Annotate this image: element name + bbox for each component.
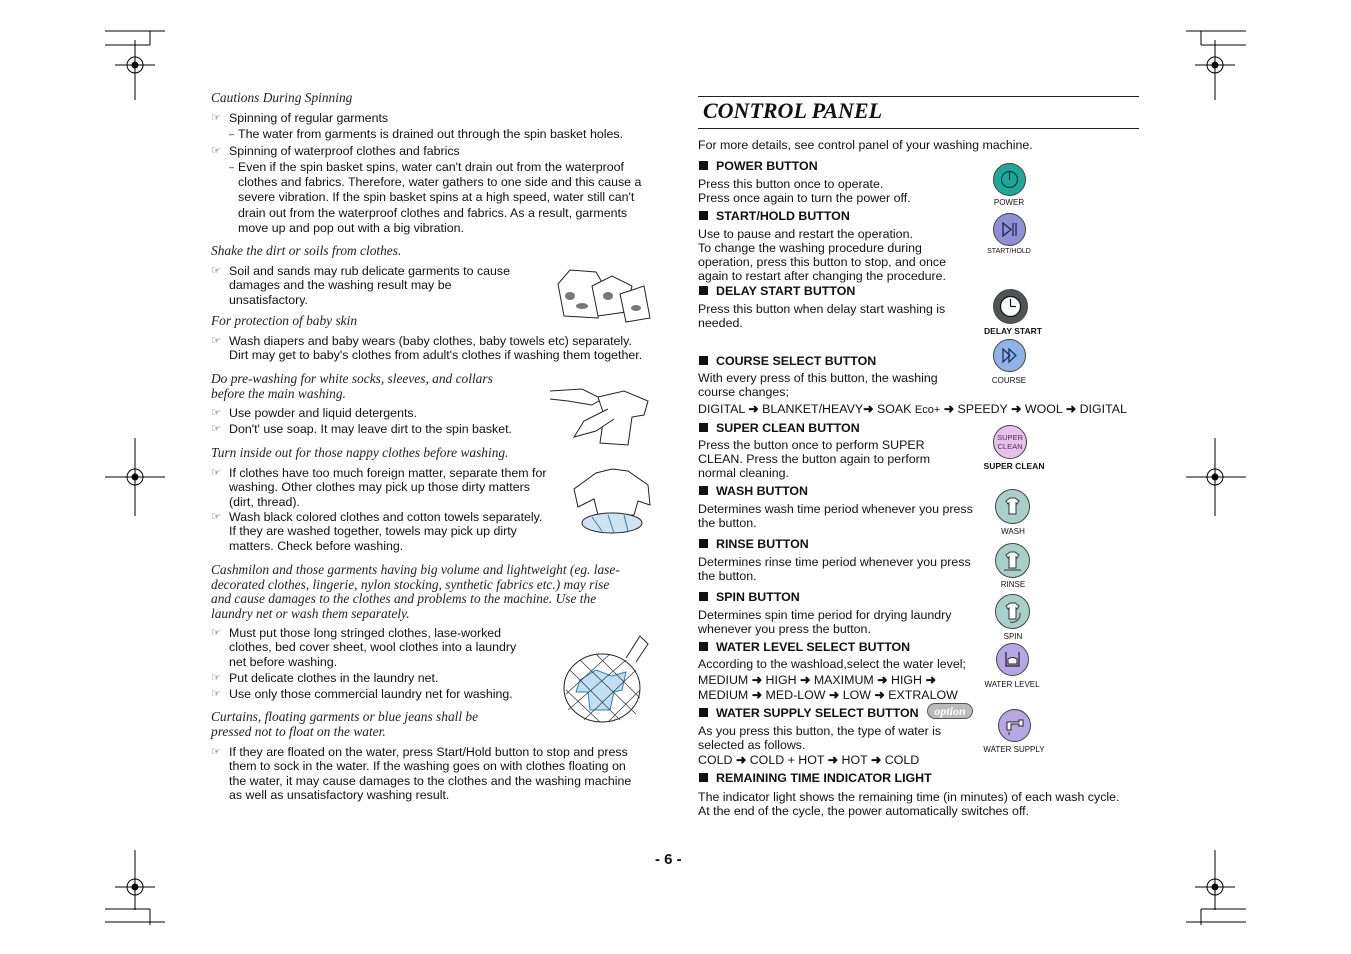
bullet-regular: ☞ Spinning of regular garments	[211, 111, 388, 125]
bullet-soap: ☞ Don't' use soap. It may leave dirt to the spin basket.	[211, 422, 512, 436]
prewash-heading: Do pre-washing for white socks, sleeves, and collars before the main washing.	[211, 371, 493, 401]
rinse-heading: RINSE BUTTON	[698, 537, 809, 551]
bullet-waterproof: ☞ Spinning of waterproof clothes and fabrics	[211, 144, 460, 158]
play-pause-icon	[994, 214, 1025, 245]
water-supply-button[interactable]	[998, 709, 1031, 742]
level-icon-label: WATER LEVEL	[984, 680, 1040, 689]
delay-heading: DELAY START BUTTON	[698, 284, 855, 298]
power-heading: POWER BUTTON	[698, 159, 818, 173]
bullet-float: ☞ If they are floated on the water, press Start/Hold button to stop and press them to sock in the water. If the washing goes on with clothes floating on the water, it may cause damages to the clothes and the washing machine as well as unsatisfactory washing result.	[211, 745, 689, 803]
dash-waterproof: – Even if the spin basket spins, water can't drain out from the waterproof clothes and fabrics. Therefore, water gathers to one side and this cause a severe vibration. If the spin basket spins at a high speed, water still can't drain out from the waterproof clothes and fabrics. As a result, garments move up and pop out with a big vibration.	[211, 160, 698, 236]
power-desc: Press this button once to operate. Press once again to turn the power off.	[698, 177, 911, 205]
supply-desc: As you press this button, the type of water is selected as follows.	[698, 724, 942, 752]
cashmilon-heading: Cashmilon and those garments having big volume and lightweight (eg. lase- decorated clothes, lingerie, nylon stocking, synthetic fabrics etc.) may rise and cause damages to the clothes and problems to the machine. Use the laundry net or wash them separately.	[211, 562, 620, 621]
spin-button[interactable]	[995, 594, 1030, 629]
start-icon-label: START/HOLD	[987, 248, 1031, 255]
start-hold-button[interactable]	[993, 213, 1026, 246]
hand-washing-illustration	[548, 385, 654, 449]
level-heading: WATER LEVEL SELECT BUTTON	[698, 640, 910, 654]
bullet-black: ☞ Wash black colored clothes and cotton towels separately. If they are washed together, towels may pick up dirty matters. Check before washing.	[211, 510, 589, 553]
wash-heading: WASH BUTTON	[698, 484, 808, 498]
delay-icon-label: DELAY START	[984, 326, 1042, 336]
shake-heading: Shake the dirt or soils from clothes.	[211, 243, 402, 258]
super-heading: SUPER CLEAN BUTTON	[698, 421, 860, 435]
sweater-illustration	[568, 465, 656, 537]
course-icon-label: COURSE	[991, 376, 1027, 385]
page-title: CONTROL PANEL	[703, 98, 883, 123]
curtain-heading: Curtains, floating garments or blue jeans shall be pressed not to float on the water.	[211, 709, 479, 739]
course-heading: COURSE SELECT BUTTON	[698, 354, 876, 368]
bullet-baby: ☞ Wash diapers and baby wears (baby clothes, baby towels etc) separately. Dirt may get to baby's clothes from adult's clothes if washing them together.	[211, 334, 689, 363]
supply-icon-label: WATER SUPPLY	[983, 745, 1045, 754]
super-icon-label: SUPER CLEAN	[983, 461, 1045, 471]
baby-heading: For protection of baby skin	[211, 313, 358, 328]
laundry-net-illustration	[560, 630, 654, 724]
course-button[interactable]	[993, 339, 1026, 372]
water-level-icon	[997, 644, 1028, 675]
power-icon-label: POWER	[993, 198, 1025, 207]
bullet-commercial: ☞ Use only those commercial laundry net for washing.	[211, 687, 513, 701]
shirt-icon	[996, 490, 1029, 523]
start-desc: Use to pause and restart the operation. To change the washing procedure during operation, press this button to stop, and once again to restart after changing the procedure.	[698, 227, 946, 283]
water-level-button[interactable]	[996, 643, 1029, 676]
bullet-soil: ☞ Soil and sands may rub delicate garments to cause damages and the washing result may be unsatisfactory.	[211, 264, 559, 307]
start-heading: START/HOLD BUTTON	[698, 209, 850, 223]
level-desc: According to the washload,select the water level;	[698, 657, 966, 671]
spin-icon-label: SPIN	[1003, 632, 1023, 641]
super-clean-icon-text1: SUPER	[997, 433, 1023, 442]
power-button[interactable]	[993, 163, 1026, 196]
spin-caution-heading: Cautions During Spinning	[211, 90, 353, 105]
rinse-desc: Determines rinse time period whenever you press the button.	[698, 555, 971, 583]
option-badge: option	[927, 703, 973, 719]
spin-desc: Determines spin time period for drying laundry whenever you press the button.	[698, 608, 952, 636]
faucet-icon	[999, 710, 1030, 741]
super-desc: Press the button once to perform SUPER CLEAN. Press the button again to perform normal cleaning.	[698, 438, 931, 480]
clock-icon	[994, 290, 1027, 323]
remain-desc: The indicator light shows the remaining time (in minutes) of each wash cycle. At the end of the cycle, the power automatically switches off.	[698, 790, 1120, 818]
supply-sequence: COLD ➜ COLD + HOT ➜ HOT ➜ COLD	[698, 753, 920, 767]
rinse-shirt-icon	[996, 544, 1029, 577]
title-rule-bottom	[698, 128, 1139, 129]
level-sequence-1: MEDIUM ➜ HIGH ➜ MAXIMUM ➜ HIGH ➜	[698, 673, 936, 687]
super-clean-icon-text2: CLEAN	[997, 442, 1023, 451]
fast-forward-icon	[994, 340, 1025, 371]
spin-shirt-icon	[996, 595, 1029, 628]
wash-desc: Determines wash time period whenever you press the button.	[698, 502, 973, 530]
bullet-powder: ☞ Use powder and liquid detergents.	[211, 406, 417, 420]
level-sequence-2: MEDIUM ➜ MED-LOW ➜ LOW ➜ EXTRALOW	[698, 688, 958, 702]
course-desc: With every press of this button, the washing course changes;	[698, 371, 938, 399]
course-sequence: DIGITAL ➜ BLANKET/HEAVY➜ SOAK Eco+ ➜ SPEEDY ➜ WOOL ➜ DIGITAL	[698, 402, 1127, 416]
spin-heading: SPIN BUTTON	[698, 590, 800, 604]
intro-text: For more details, see control panel of your washing machine.	[698, 138, 1033, 152]
inside-out-heading: Turn inside out for those nappy clothes before washing.	[211, 445, 509, 460]
delay-start-button[interactable]	[993, 289, 1028, 324]
wash-button[interactable]	[995, 489, 1030, 524]
supply-heading: WATER SUPPLY SELECT BUTTON	[698, 706, 919, 720]
rinse-icon-label: RINSE	[1000, 580, 1026, 589]
dash-regular: – The water from garments is drained out through the spin basket holes.	[211, 127, 623, 142]
bullet-delicate: ☞ Put delicate clothes in the laundry net.	[211, 671, 438, 685]
delay-desc: Press this button when delay start washing is needed.	[698, 302, 946, 330]
page-number: - 6 -	[655, 851, 682, 868]
rinse-button[interactable]	[995, 543, 1030, 578]
bullet-foreign: ☞ If clothes have too much foreign matter, separate them for washing. Other clothes may pick up those dirty matters (dirt, thread).	[211, 466, 589, 509]
remain-heading: REMAINING TIME INDICATOR LIGHT	[698, 771, 932, 785]
bullet-net: ☞ Must put those long stringed clothes, lase-worked clothes, bed cover sheet, wool clothes into a laundry net before washing.	[211, 626, 559, 669]
wash-icon-label: WASH	[1001, 527, 1025, 536]
power-icon	[994, 164, 1025, 195]
dirty-clothes-illustration	[552, 266, 654, 324]
super-clean-button[interactable]	[993, 425, 1027, 459]
